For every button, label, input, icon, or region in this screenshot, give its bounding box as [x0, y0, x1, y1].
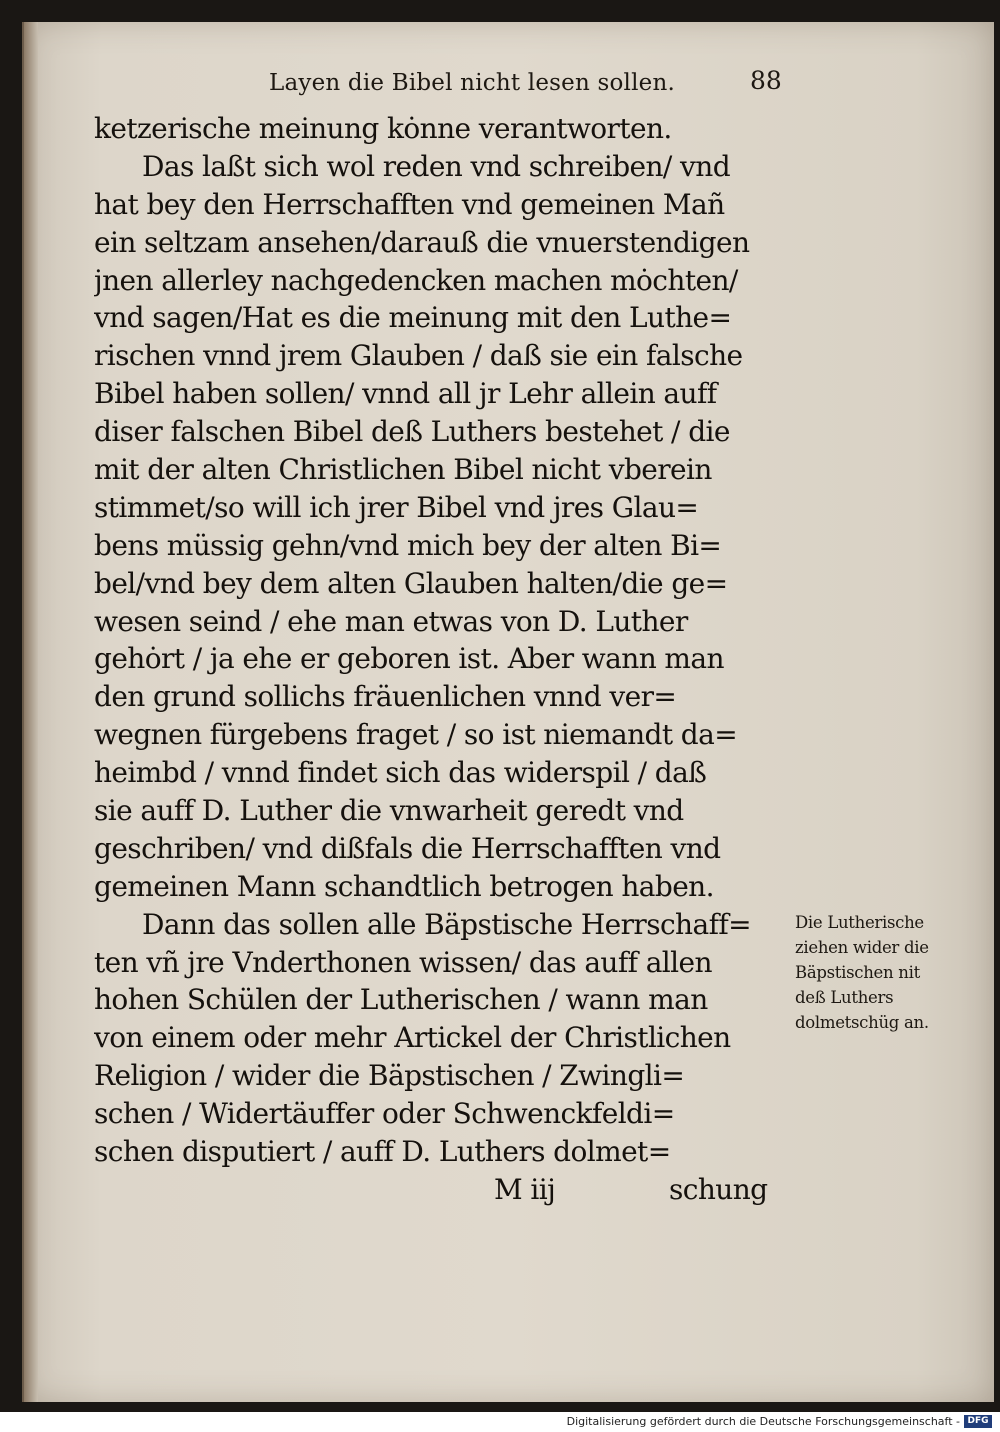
text-line: schen disputiert / auff D. Luthers dolmet= — [94, 1135, 671, 1169]
text-line: hohen Schülen der Lutherischen / wann man — [94, 983, 708, 1017]
text-line: diser falschen Bibel deß Luthers bestehet / die — [94, 415, 730, 449]
text-line: bel/vnd bey dem alten Glauben halten/die ge= — [94, 566, 728, 600]
text-line: gemeinen Mann schandtlich betrogen haben. — [94, 869, 714, 903]
text-line: mit der alten Christlichen Bibel nicht vberein — [94, 453, 712, 487]
text-line: den grund sollichs fräuenlichen vnnd ver= — [94, 680, 677, 714]
text-line: gehȯrt / ja ehe er geboren ist. Aber wann man — [94, 642, 724, 676]
running-title: Layen die Bibel nicht lesen sollen. — [269, 70, 675, 96]
book-page — [22, 22, 994, 1402]
catchword: schung — [669, 1172, 768, 1206]
marginal-line: ziehen wider die — [795, 938, 929, 957]
text-line: sie auff D. Luther die vnwarheit geredt vnd — [94, 794, 684, 828]
text-line: ketzerische meinung kȯnne verantworten. — [94, 112, 672, 145]
text-line: jnen allerley nachgedencken machen mȯchten/ — [94, 263, 738, 297]
text-line: hat bey den Herrschafften vnd gemeinen Mañ — [94, 187, 725, 221]
page-gutter-shadow — [24, 22, 38, 1402]
text-line: rischen vnnd jrem Glauben / daß sie ein falsche — [94, 339, 743, 373]
text-line: von einem oder mehr Artickel der Christlichen — [94, 1021, 731, 1055]
text-line: ein seltzam ansehen/darauß die vnuerstendigen — [94, 225, 750, 259]
text-line: Das laßt sich wol reden vnd schreiben/ vnd — [142, 149, 731, 183]
text-line: ten vñ jre Vnderthonen wissen/ das auff allen — [94, 945, 712, 979]
text-line: geschriben/ vnd dißfals die Herrschafften vnd — [94, 831, 721, 865]
marginal-line: dolmetschüg an. — [795, 1013, 929, 1032]
marginal-line: Bäpstischen nit — [795, 963, 920, 982]
text-line: Bibel haben sollen/ vnnd all jr Lehr allein auff — [94, 377, 717, 411]
dfg-logo-icon: DFG — [964, 1415, 992, 1428]
text-line: schen / Widertäuffer oder Schwenckfeldi= — [94, 1097, 675, 1131]
text-line: vnd sagen/Hat es die meinung mit den Luthe= — [94, 301, 732, 335]
text-line: heimbd / vnnd findet sich das widerspil / daß — [94, 756, 707, 790]
page-number: 88 — [750, 66, 782, 95]
signature-line — [94, 1171, 799, 1209]
signature-mark: M iij — [494, 1172, 556, 1206]
text-line: wegnen fürgebens fraget / so ist niemandt da= — [94, 718, 738, 752]
text-line: Dann das sollen alle Bäpstische Herrschaff= — [142, 907, 751, 941]
text-line: wesen seind / ehe man etwas von D. Luther — [94, 604, 688, 638]
marginal-line: deß Luthers — [795, 988, 894, 1007]
running-head — [24, 66, 994, 106]
text-line: Religion / wider die Bäpstischen / Zwingli= — [94, 1059, 685, 1093]
body-text — [94, 110, 799, 1209]
text-line: stimmet/so will ich jrer Bibel vnd jres Glau= — [94, 490, 699, 524]
digitization-footer — [0, 1412, 1000, 1432]
text-line: bens müssig gehn/vnd mich bey der alten Bi= — [94, 528, 722, 562]
marginal-line: Die Lutherische — [795, 913, 924, 932]
marginal-note — [795, 910, 975, 1035]
footer-credit: Digitalisierung gefördert durch die Deutsche Forschungsgemeinschaft - — [566, 1415, 960, 1428]
